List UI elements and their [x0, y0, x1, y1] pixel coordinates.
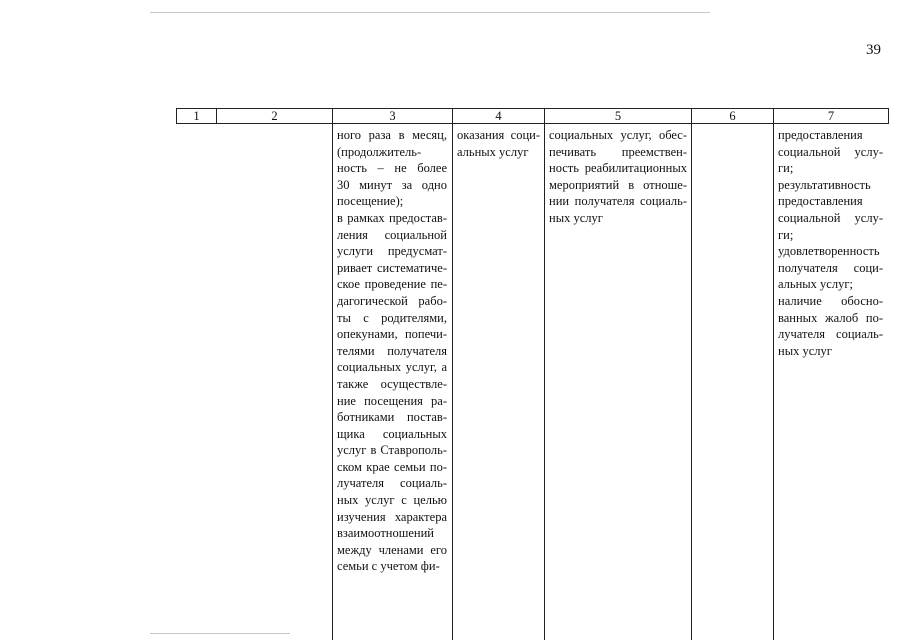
text-line: ления социальной: [337, 227, 447, 242]
text-line: социальной услу-: [778, 144, 883, 159]
column-divider: [452, 124, 453, 640]
text-line: также осуществле-: [337, 376, 447, 391]
text-line: ванных жалоб по-: [778, 310, 883, 325]
text-line: изучения характера: [337, 509, 447, 524]
text-line: печивать преемствен-: [549, 144, 687, 159]
text-line: между членами его: [337, 542, 447, 557]
text-line: ботниками постав-: [337, 410, 447, 425]
text-line: получателя соци-: [778, 260, 883, 275]
column-5-text: [549, 127, 687, 227]
text-line: 30 минут за одно: [337, 177, 447, 192]
text-line: телями получателя: [337, 343, 447, 358]
table-header-row: [176, 108, 889, 124]
text-line: альных услуг: [457, 144, 529, 159]
text-line: предоставления: [778, 128, 863, 142]
column-divider: [691, 124, 692, 640]
column-4-text: [457, 127, 540, 160]
text-line: дагогической рабо-: [337, 293, 447, 308]
text-line: семьи с учетом фи-: [337, 559, 440, 574]
text-line: альных услуг;: [778, 277, 853, 292]
text-line: ние посещения ра-: [337, 393, 447, 408]
column-divider: [332, 124, 333, 640]
text-line: социальных услуг, а: [337, 360, 447, 375]
header-cell-5: 5: [545, 109, 692, 123]
text-line: результативность: [778, 177, 871, 192]
text-line: нии получателя социаль-: [549, 194, 687, 209]
header-cell-6: 6: [692, 109, 774, 123]
column-7-text: [778, 127, 883, 359]
text-line: социальной услу-: [778, 210, 883, 225]
column-divider: [773, 124, 774, 640]
text-line: мероприятий в отноше-: [549, 177, 687, 192]
header-cell-1: 1: [177, 109, 217, 123]
text-line: в рамках предостав-: [337, 210, 447, 225]
text-line: опекунами, попечи-: [337, 327, 447, 342]
text-line: наличие обосно-: [778, 293, 883, 308]
text-line: ском крае семьи по-: [337, 459, 447, 474]
column-3-text: [337, 127, 447, 575]
text-line: предоставления: [778, 194, 863, 209]
text-line: взаимоотношений: [337, 526, 434, 541]
text-line: (продолжитель-: [337, 144, 422, 159]
text-line: посещение);: [337, 194, 404, 209]
text-line: ных услуг: [778, 343, 832, 358]
page-number: 39: [866, 42, 881, 58]
text-line: ги;: [778, 161, 794, 176]
text-line: ское проведение пе-: [337, 277, 447, 292]
column-divider: [544, 124, 545, 640]
scan-artifact: [150, 633, 290, 634]
text-line: ность – не более: [337, 161, 447, 176]
text-line: ги;: [778, 227, 794, 242]
text-line: ность реабилитационных: [549, 161, 687, 176]
text-line: ных услуг с целью: [337, 493, 447, 508]
text-line: лучателя социаль-: [337, 476, 447, 491]
text-line: услуги предусмат-: [337, 244, 447, 259]
text-line: ных услуг: [549, 210, 603, 225]
header-cell-7: 7: [827, 109, 835, 123]
text-line: ривает систематиче-: [337, 260, 447, 275]
text-line: оказания соци-: [457, 128, 540, 142]
header-cell-2: 2: [217, 109, 333, 123]
text-line: услуг в Ставрополь-: [337, 443, 447, 458]
text-line: удовлетворенность: [778, 244, 880, 259]
text-line: ного раза в месяц,: [337, 128, 447, 142]
text-line: ты с родителями,: [337, 310, 447, 325]
scan-artifact: [150, 12, 710, 13]
text-line: щика социальных: [337, 426, 447, 441]
text-line: лучателя социаль-: [778, 327, 883, 342]
header-cell-4: 4: [453, 109, 545, 123]
header-cell-3: 3: [333, 109, 453, 123]
text-line: социальных услуг, обес-: [549, 128, 687, 142]
